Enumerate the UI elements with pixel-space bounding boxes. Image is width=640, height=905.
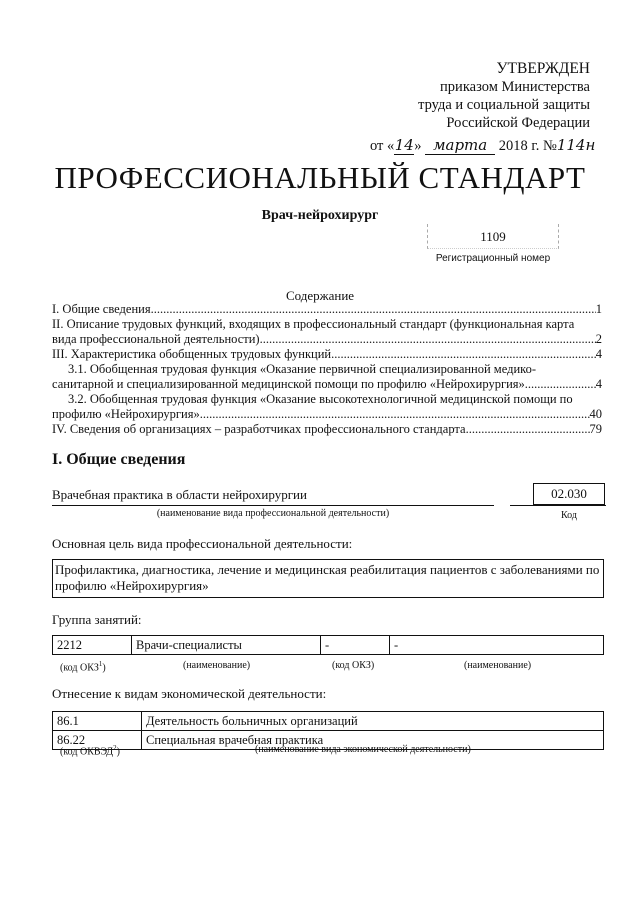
approval-line-3: труда и социальной защиты xyxy=(418,97,590,113)
toc-item-page: 1 xyxy=(595,302,602,316)
toc-item-2[interactable] xyxy=(52,332,602,347)
econ-caption-code xyxy=(60,744,120,757)
table-row xyxy=(53,636,604,655)
toc-item-text: санитарной и специализированной медицинской помощи по профилю «Нейрохирургия» xyxy=(52,377,525,391)
toc-item-page: 4 xyxy=(595,377,602,391)
occupations-table xyxy=(52,635,604,655)
occ-caption-code1 xyxy=(60,660,106,673)
econ-caption-name: (наименование вида экономической деятельности) xyxy=(255,744,471,755)
date-month: марта xyxy=(425,136,495,155)
date-day: 14 xyxy=(394,136,414,154)
occ-name-2: - xyxy=(390,636,604,655)
footnote-mark: 2 xyxy=(113,744,117,752)
toc-item-page: 40 xyxy=(589,407,602,421)
approval-block xyxy=(370,60,596,155)
date-year: 2018 г. № xyxy=(495,138,557,154)
registration-box xyxy=(427,224,559,249)
toc-item-page: 4 xyxy=(595,347,602,361)
date-prefix: от « xyxy=(370,138,395,154)
occ-code-1: 2212 xyxy=(53,636,132,655)
registration-number: 1109 xyxy=(480,229,506,244)
toc-item-2-line1[interactable]: II. Описание трудовых функций, входящих в профессиональный стандарт (функциональная карта xyxy=(52,317,575,331)
approval-line-2: приказом Министерства xyxy=(440,79,590,95)
registration-label: Регистрационный номер xyxy=(435,253,551,264)
toc-item-text: IV. Сведения об организациях – разработчиках профессионального стандарта xyxy=(52,422,466,436)
footnote-mark: 1 xyxy=(98,660,103,668)
order-number: 114н xyxy=(556,136,596,154)
approval-line-4: Российской Федерации xyxy=(446,115,590,131)
toc-item-4[interactable] xyxy=(52,422,602,437)
goal-box xyxy=(52,559,604,598)
occ-caption-code2: (код ОКЗ) xyxy=(332,660,375,671)
toc-item-text: вида профессиональной деятельности) xyxy=(52,332,260,346)
caption-text: (код ОКЗ xyxy=(60,662,99,674)
toc-item-page: 2 xyxy=(595,332,602,346)
toc-item-text: I. Общие сведения xyxy=(52,302,151,316)
activity-name: Врачебная практика в области нейрохирургии xyxy=(52,487,307,502)
toc-item-3-1[interactable] xyxy=(52,377,602,392)
table-of-contents xyxy=(52,302,602,437)
document-subtitle: Врач-нейрохирург xyxy=(261,208,379,223)
caption-text: (код ОКВЭД xyxy=(60,746,114,758)
occupations-label: Группа занятий: xyxy=(52,612,142,627)
econ-name: Деятельность больничных организаций xyxy=(142,712,604,731)
goal-label: Основная цель вида профессиональной деятельности: xyxy=(52,536,353,551)
econ-code: 86.1 xyxy=(53,712,142,731)
toc-item-3-1-line1[interactable]: 3.1. Обобщенная трудовая функция «Оказание первичной специализированной медико- xyxy=(68,362,536,376)
econ-name: Специальная врачебная практика xyxy=(142,731,604,750)
toc-heading: Содержание xyxy=(285,288,355,303)
activity-name-field xyxy=(52,487,494,506)
occ-caption-name2: (наименование) xyxy=(464,660,532,671)
activity-caption: (наименование вида профессиональной деятельности) xyxy=(156,508,390,519)
toc-item-page: 79 xyxy=(589,422,602,436)
divider xyxy=(510,497,606,506)
date-mid: » xyxy=(414,138,426,154)
econ-label: Отнесение к видам экономической деятельности: xyxy=(52,686,327,701)
approval-date-line xyxy=(370,136,596,155)
occ-code-2: - xyxy=(321,636,390,655)
document-title: ПРОФЕССИОНАЛЬНЫЙ СТАНДАРТ xyxy=(54,160,586,195)
toc-item-3[interactable] xyxy=(52,347,602,362)
occ-caption-name1: (наименование) xyxy=(183,660,251,671)
toc-item-text: III. Характеристика обобщенных трудовых функций xyxy=(52,347,332,361)
caption-text: ) xyxy=(102,662,106,674)
section-heading: I. Общие сведения xyxy=(52,451,186,468)
activity-code: 02.030 xyxy=(551,486,587,501)
occ-name-1: Врачи-специалисты xyxy=(132,636,321,655)
toc-item-text: профилю «Нейрохирургия» xyxy=(52,407,200,421)
caption-text: ) xyxy=(116,746,120,758)
goal-text: Профилактика, диагностика, лечение и медицинская реабилитация пациентов с заболеваниями по профилю «Нейрохирургия» xyxy=(55,562,600,593)
econ-code: 86.22 xyxy=(53,731,142,750)
code-caption: Код xyxy=(561,510,577,521)
table-row xyxy=(53,712,604,731)
toc-item-3-2-line1[interactable]: 3.2. Обобщенная трудовая функция «Оказание высокотехнологичной медицинской помощи по xyxy=(68,392,573,406)
toc-item-3-2[interactable] xyxy=(52,407,602,422)
approval-line-1: УТВЕРЖДЕН xyxy=(496,60,590,77)
toc-item-1[interactable] xyxy=(52,302,602,317)
